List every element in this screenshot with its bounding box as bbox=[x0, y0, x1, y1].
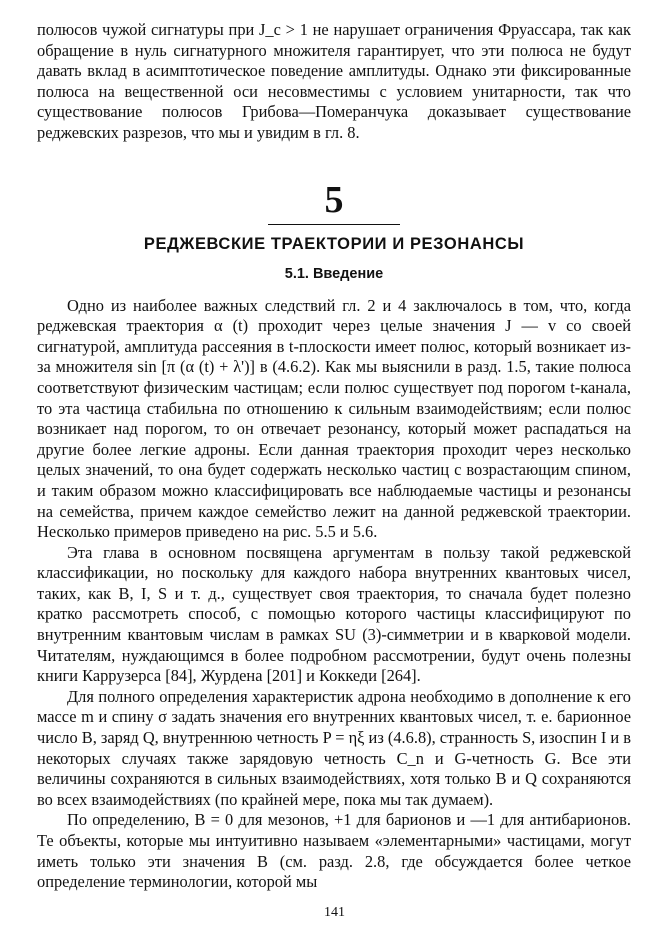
chapter-number: 5 bbox=[324, 178, 344, 221]
page-number: 141 bbox=[324, 905, 345, 920]
section-title: 5.1. Введение bbox=[284, 265, 384, 282]
chapter-rule bbox=[268, 224, 400, 225]
book-page bbox=[37, 20, 631, 893]
body-paragraph-2: Эта глава в основном посвящена аргументам в пользу такой реджевской классификации, но поскольку для каждого набора внутренних квантовых чисел, таких, как B, I, S и т. д., существует своя траектория, то сначала будет полезно кратко рассмотреть способ, с помощью которого частицы классифицируют по внутренним квантовым числам в рамках SU (3)-симметрии и в кварковой модели. Читателям, нуждающимся в более подробном рассмотрении, будут очень полезны книги Каррузерса [84], Журдена [201] и Коккеди [264]. bbox=[37, 542, 631, 686]
chapter-title: РЕДЖЕВСКИЕ ТРАЕКТОРИИ И РЕЗОНАНСЫ bbox=[143, 234, 525, 253]
body-paragraph-4: По определению, B = 0 для мезонов, +1 для барионов и —1 для антибарионов. Те объекты, которые мы интуитивно называем «элементарными» частицами, могут иметь только эти значения B (см. разд. 2.8, где обсуждается более четкое определение терминологии, которой мы bbox=[37, 810, 631, 892]
top-paragraph: полюсов чужой сигнатуры при J_c > 1 не нарушает ограничения Фруассара, так как обращение в нуль сигнатурного множителя гарантирует, что эти полюса не будут давать вклад в асимптотическое поведение амплитуды. Однако эти фиксированные полюса на вещественной оси несовместимы с условием унитарности, так что существование полюсов Грибова—Померанчука доказывает существование реджевских разрезов, что мы и увидим в гл. 8. bbox=[37, 20, 631, 142]
body-paragraph-3: Для полного определения характеристик адрона необходимо в дополнение к его массе m и спину σ задать значения его внутренних квантовых чисел, т. е. барионное число B, заряд Q, внутреннюю четность P = ηξ из (4.6.8), странность S, изоспин I и в некоторых случаях также зарядовую четность C_n и G-четность G. Все эти величины сохраняются в сильных взаимодействиях, хотя только B и Q сохраняются во всех взаимодействиях (по крайней мере, пока мы так думаем). bbox=[37, 686, 631, 809]
body-paragraph-1: Одно из наиболее важных следствий гл. 2 и 4 заключалось в том, что, когда реджевская траектория α (t) проходит через целые значения J — v со своей сигнатурой, амплитуда рассеяния в t-плоскости имеет полюс, который возникает из-за множителя sin [π (α (t) + λ')] в (4.6.2). Как мы выяснили в разд. 1.5, такие полюса соответствуют физическим частицам; если полюс существует под порогом t-канала, то эта частица стабильна по отношению к сильным взаимодействиям; если полюс возникает над порогом, то он отвечает резонансу, который может распадаться на другие более легкие адроны. Если данная траектория проходит через несколько целых значений, то она будет содержать несколько частиц с возрастающим спином, и таким образом можно классифицировать все наблюдаемые частицы и резонансы на семейства, причем каждое семейство лежит на данной реджевской траектории. Несколько примеров приведено на рис. 5.5 и 5.6. bbox=[37, 295, 631, 542]
